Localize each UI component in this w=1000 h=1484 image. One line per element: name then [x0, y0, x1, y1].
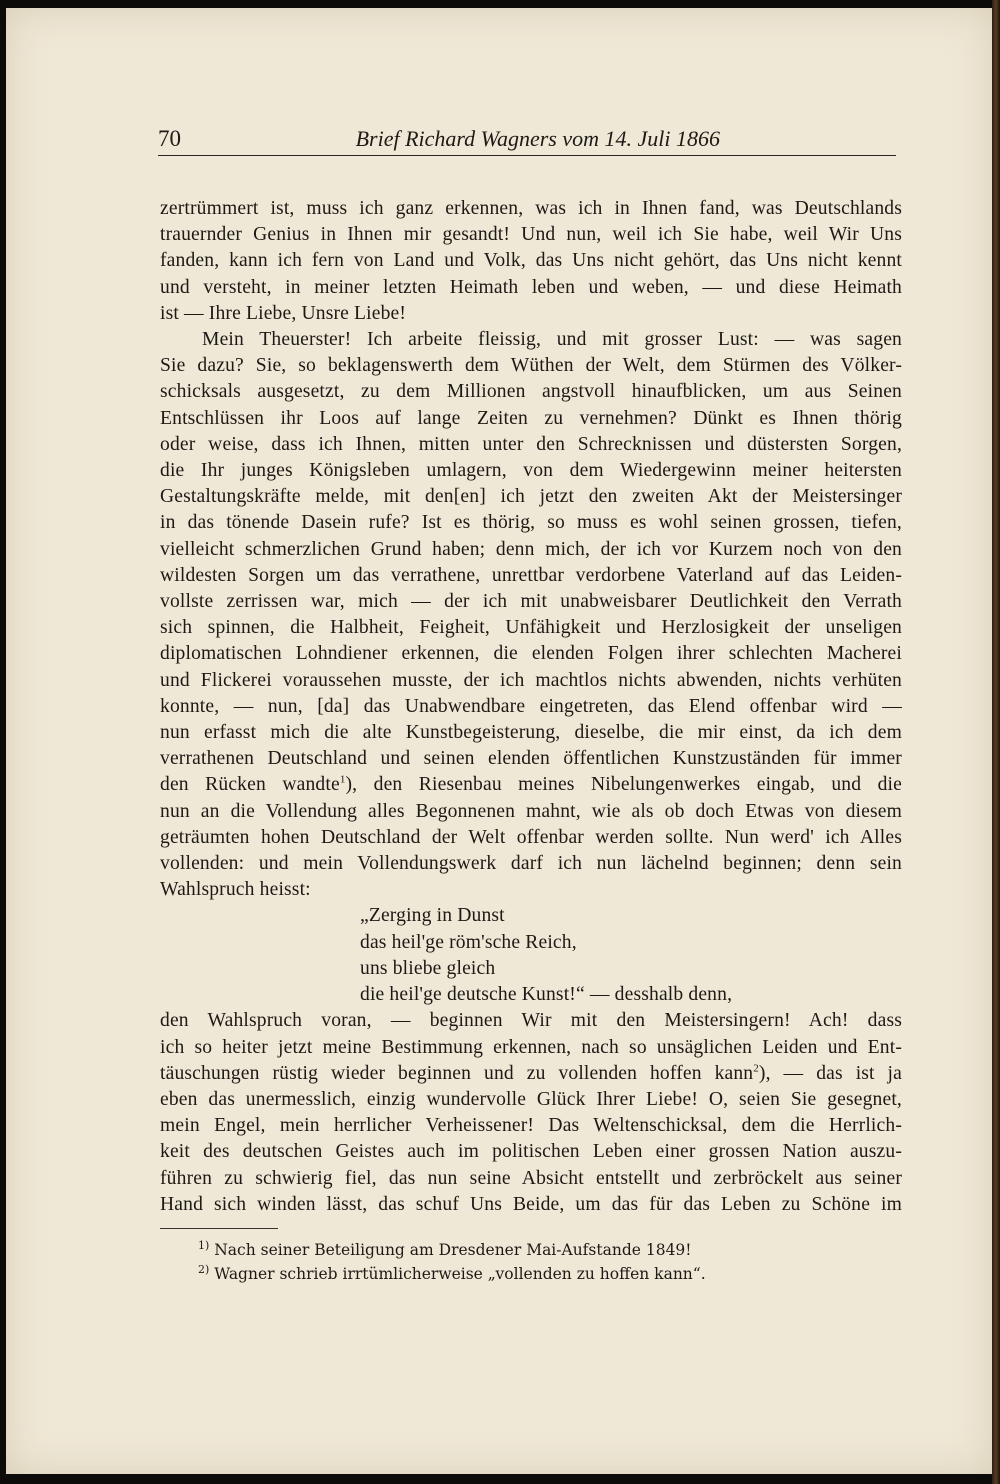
text-line: nun erfasst mich die alte Kunstbegeisterung, dieselbe, die mir einst, da ich dem	[160, 722, 902, 744]
text-line: vielleicht schmerzlichen Grund haben; denn mich, der ich vor Kurzem noch von den	[160, 538, 902, 560]
text-line: sich spinnen, die Halbheit, Feigheit, Unfähigkeit und Herzlosigkeit der unseligen	[160, 617, 902, 639]
text-line: mein Engel, mein herrlicher Verheissener! Das Weltenschicksal, dem die Herrlich-	[160, 1115, 902, 1137]
footnote-1	[198, 1238, 818, 1262]
footnote-divider	[160, 1228, 278, 1229]
text-segment: ), den Riesenbau meines Nibelungenwerkes eingab, und die	[345, 774, 902, 796]
text-line: nun an die Vollendung alles Begonnenen mahnt, wie als ob doch Etwas von diesem	[160, 800, 902, 822]
text-segment: den Rücken wandte	[160, 774, 340, 796]
text-line: den Wahlspruch voran, — beginnen Wir mit den Meistersingern! Ach! dass	[160, 1010, 902, 1032]
book-edge	[992, 0, 1000, 1484]
footnote-mark: 2)	[198, 1262, 210, 1276]
footnote-text: Wagner schrieb irrtümlicherweise „vollenden zu hoffen kann“.	[214, 1265, 706, 1283]
footnote-mark: 1	[339, 773, 346, 786]
page-number: 70	[158, 126, 181, 151]
text-line	[160, 772, 902, 798]
text-line: diplomatischen Lohndiener erkennen, die elenden Folgen ihrer schlechten Macherei	[160, 643, 902, 665]
text-line: Sie dazu? Sie, so beklagenswerth dem Wüthen der Welt, dem Stürmen des Völker-	[160, 355, 902, 377]
running-header	[158, 125, 896, 156]
text-line: oder weise, dass ich Ihnen, mitten unter den Schrecknissen und düstersten Sorgen,	[160, 433, 902, 455]
text-line: Mein Theuerster! Ich arbeite fleissig, und mit grosser Lust: — was sagen	[202, 329, 902, 351]
verse-line: uns bliebe gleich	[360, 957, 496, 979]
verse-line: die heil'ge deutsche Kunst!“ — desshalb denn,	[360, 984, 733, 1006]
text-line: keit des deutschen Geistes auch im politischen Leben einer grossen Nation auszu-	[160, 1141, 902, 1163]
footnotes	[198, 1238, 818, 1286]
text-line: zertrümmert ist, muss ich ganz erkennen, was ich in Ihnen fand, was Deutschlands	[160, 198, 902, 219]
verse-line: das heil'ge röm'sche Reich,	[360, 931, 577, 953]
text-segment: ), — das ist ja	[758, 1062, 903, 1084]
text-line: Entschlüssen ihr Loos auf lange Zeiten zu vernehmen? Dünkt es Ihnen thörig	[160, 407, 902, 429]
footnote-2	[198, 1262, 818, 1286]
text-line: vollenden: und mein Vollendungswerk darf ich nun lächelnd beginnen; denn sein	[160, 853, 902, 875]
text-line: schicksals ausgesetzt, zu dem Millionen angstvoll hinaufblicken, um aus Seinen	[160, 381, 902, 403]
text-line: fanden, kann ich fern von Land und Volk, das Uns nicht gehört, das Uns nicht kennt	[160, 250, 902, 272]
text-line: und Flickerei voraussehen musste, der ich machtlos nichts abwenden, nichts verhüten	[160, 669, 902, 691]
text-line: führen zu schwierig fiel, das nun seine Absicht entstellt und zerbröckelt aus seiner	[160, 1167, 902, 1189]
text-line: wildesten Sorgen um das verrathene, unrettbar verdorbene Vaterland auf das Leiden-	[160, 564, 902, 586]
text-line: trauernder Genius in Ihnen mir gesandt! Und nun, weil ich Sie habe, weil Wir Uns	[160, 224, 902, 246]
running-title: Brief Richard Wagners vom 14. Juli 1866	[355, 126, 720, 151]
text-line: verrathenen Deutschland und seinen elenden öffentlichen Kunstzuständen für immer	[160, 748, 902, 770]
text-line: die Ihr junges Königsleben umlagern, von dem Wiedergewinn meiner heitersten	[160, 460, 902, 482]
text-segment: täuschungen rüstig wieder beginnen und zu vollenden hoffen kann	[160, 1062, 754, 1084]
text-line: Wahlspruch heisst:	[160, 879, 311, 901]
text-line: und versteht, in meiner letzten Heimath leben und weben, — und diese Heimath	[160, 276, 902, 298]
text-line: geträumten hohen Deutschland der Welt offenbar werden sollte. Nun werd' ich Alles	[160, 826, 902, 848]
text-line: Hand sich winden lässt, das schuf Uns Beide, um das für das Leben zu Schöne im	[160, 1193, 902, 1215]
footnote-text: Nach seiner Beteiligung am Dresdener Mai-Aufstande 1849!	[214, 1241, 692, 1259]
verse-line: „Zerging in Dunst	[360, 905, 505, 927]
footnote-mark: 1)	[198, 1238, 210, 1252]
text-line: Gestaltungskräfte melde, mit den[en] ich jetzt den zweiten Akt der Meistersinger	[160, 486, 902, 508]
text-line: eben das unermesslich, einzig wundervolle Glück Ihrer Liebe! O, seien Sie gesegnet,	[160, 1088, 902, 1110]
text-line: konnte, — nun, [da] das Unabwendbare eingetreten, das Elend offenbar wird —	[160, 695, 902, 717]
footnote-mark: 2	[753, 1062, 759, 1075]
text-line: vollste zerrissen war, mich — der ich mit unabweisbarer Deutlichkeit den Verrath	[160, 591, 902, 613]
text-line: ist — Ihre Liebe, Unsre Liebe!	[160, 302, 407, 324]
text-line: ich so heiter jetzt meine Bestimmung erkennen, nach so unsäglichen Leiden und Ent-	[160, 1036, 902, 1058]
text-line: in das tönende Dasein rufe? Ist es thörig, so muss es wohl seinen grossen, tiefen,	[160, 512, 902, 534]
text-line	[160, 1061, 902, 1087]
letter-body	[160, 196, 902, 1218]
